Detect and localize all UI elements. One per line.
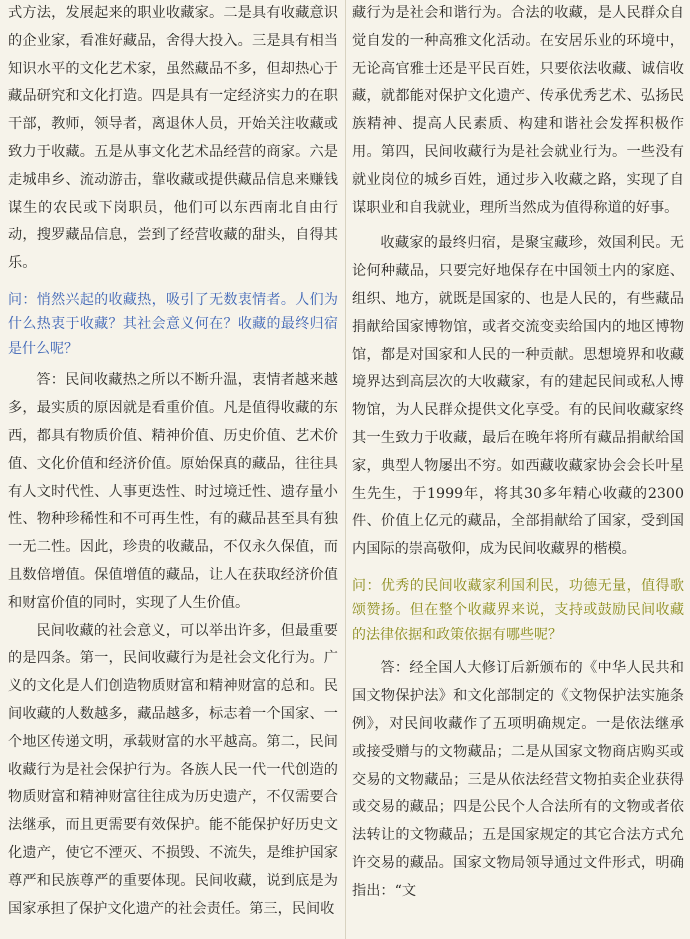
paragraph-continued: 式方法，发展起来的职业收藏家。二是具有收藏意识的企业家，看准好藏品，舍得大投入。三是具有相当知识水平的文化艺术家，虽然藏品不多，但却热心于藏品研究和文化打造。四是具有一定经济实力的在职干部，教师，领导者，离退休人员，开始关注收藏或致力于收藏。五是从事文化艺术品经营的商家。六是走城串乡、流动游击，靠收藏或提供藏品信息来赚钱谋生的农民或下岗职员，他们可以东西南北自由行动，搜罗藏品信息，尝到了经营收藏的甜头，自得其乐。: [8, 5, 338, 272]
paragraph-continued-right: 藏行为是社会和谐行为。合法的收藏，是人民群众自觉自发的一种高雅文化活动。在安居乐业的环境中，无论高官雅士还是平民百姓，只要依法收藏、诚信收藏，就都能对保护文化遗产、传承优秀艺术、弘扬民族精神、提高人民素质、构建和谐社会发挥积极作用。第四，民间收藏行为是社会就业行为。一些没有就业岗位的城乡百姓，通过步入收藏之路，实现了自谋职业和自我就业，理所当然成为值得称道的好事。: [352, 5, 684, 216]
left-column: [8, 0, 338, 923]
column-divider: [345, 0, 346, 939]
answer-2: 答：经全国人大修订后新颁布的《中华人民共和国文物保护法》和文化部制定的《文物保护法实施条例》，对民间收藏作了五项明确规定。一是依法继承或接受赠与的文物藏品；二是从国家文物商店购买或交易的文物藏品；三是从依法经营文物拍卖企业获得或交易的藏品；四是公民个人合法所有的文物或者依法转让的文物藏品；五是国家规定的其它合法方式允许交易的藏品。国家文物局领导通过文件形式，明确指出：“文: [352, 660, 684, 899]
answer-1-paragraph-2: 民间收藏的社会意义，可以举出许多，但最重要的是四条。第一，民间收藏行为是社会文化行为。广义的文化是人们创造物质财富和精神财富的总和。民间收藏的人数越多，藏品越多，标志着一个国家、一个地区传递文明，承载财富的水平越高。第二，民间收藏行为是社会保护行为。各族人民一代一代创造的物质财富和精神财富往往成为历史遗产，不仅需要合法继承，而且更需要有效保护。能不能保护好历史文化遗产，使它不湮灭、不损毁、不流失，是维护国家尊严和民族尊严的重要体现。民间收藏，说到底是为国家承担了保护文化遗产的社会责任。第三，民间收: [8, 622, 338, 917]
question-1: 问：悄然兴起的收藏热，吸引了无数衷情者。人们为什么热衷于收藏？其社会意义何在？收藏的最终归宿是什么呢？: [8, 291, 338, 357]
right-column: [352, 0, 684, 906]
answer-1: 答：民间收藏热之所以不断升温，衷情者越来越多，最实质的原因就是看重价值。凡是值得收藏的东西，都具有物质价值、精神价值、历史价值、艺术价值、文化价值和经济价值。原始保真的藏品，往往具有人文时代性、人事更迭性、时过境迁性、遗存量小性、物种珍稀性和不可再生性，有的藏品甚至具有独一无二性。因此，珍贵的收藏品，不仅永久保值，而且数倍增值。保值增值的藏品，让人在获取经济价值和财富价值的同时，实现了人生价值。: [8, 372, 338, 611]
paragraph-final-destination: 收藏家的最终归宿，是聚宝藏珍，效国利民。无论何种藏品，只要完好地保存在中国领土内的家庭、组织、地方，就既是国家的、也是人民的，有些藏品捐献给国家博物馆，或者交流变卖给国内的地区博物馆，都是对国家和人民的一种贡献。思想境界和收藏境界达到高层次的大收藏家，有的建起民间或私人博物馆，为人民群众提供文化享受。有的民间收藏家终其一生致力于收藏，最后在晚年将所有藏品捐献给国家，典型人物屡出不穷。如西藏收藏家协会会长叶星生先生，于1999年，将其30多年精心收藏的2300件、价值上亿元的藏品，全部捐献给了国家，受到国内国际的崇高敬仰，成为民间收藏界的楷模。: [352, 235, 684, 558]
question-2: 问：优秀的民间收藏家利国利民，功德无量，值得歌颂赞扬。但在整个收藏界来说，支持或鼓励民间收藏的法律依据和政策依据有哪些呢？: [352, 577, 684, 643]
